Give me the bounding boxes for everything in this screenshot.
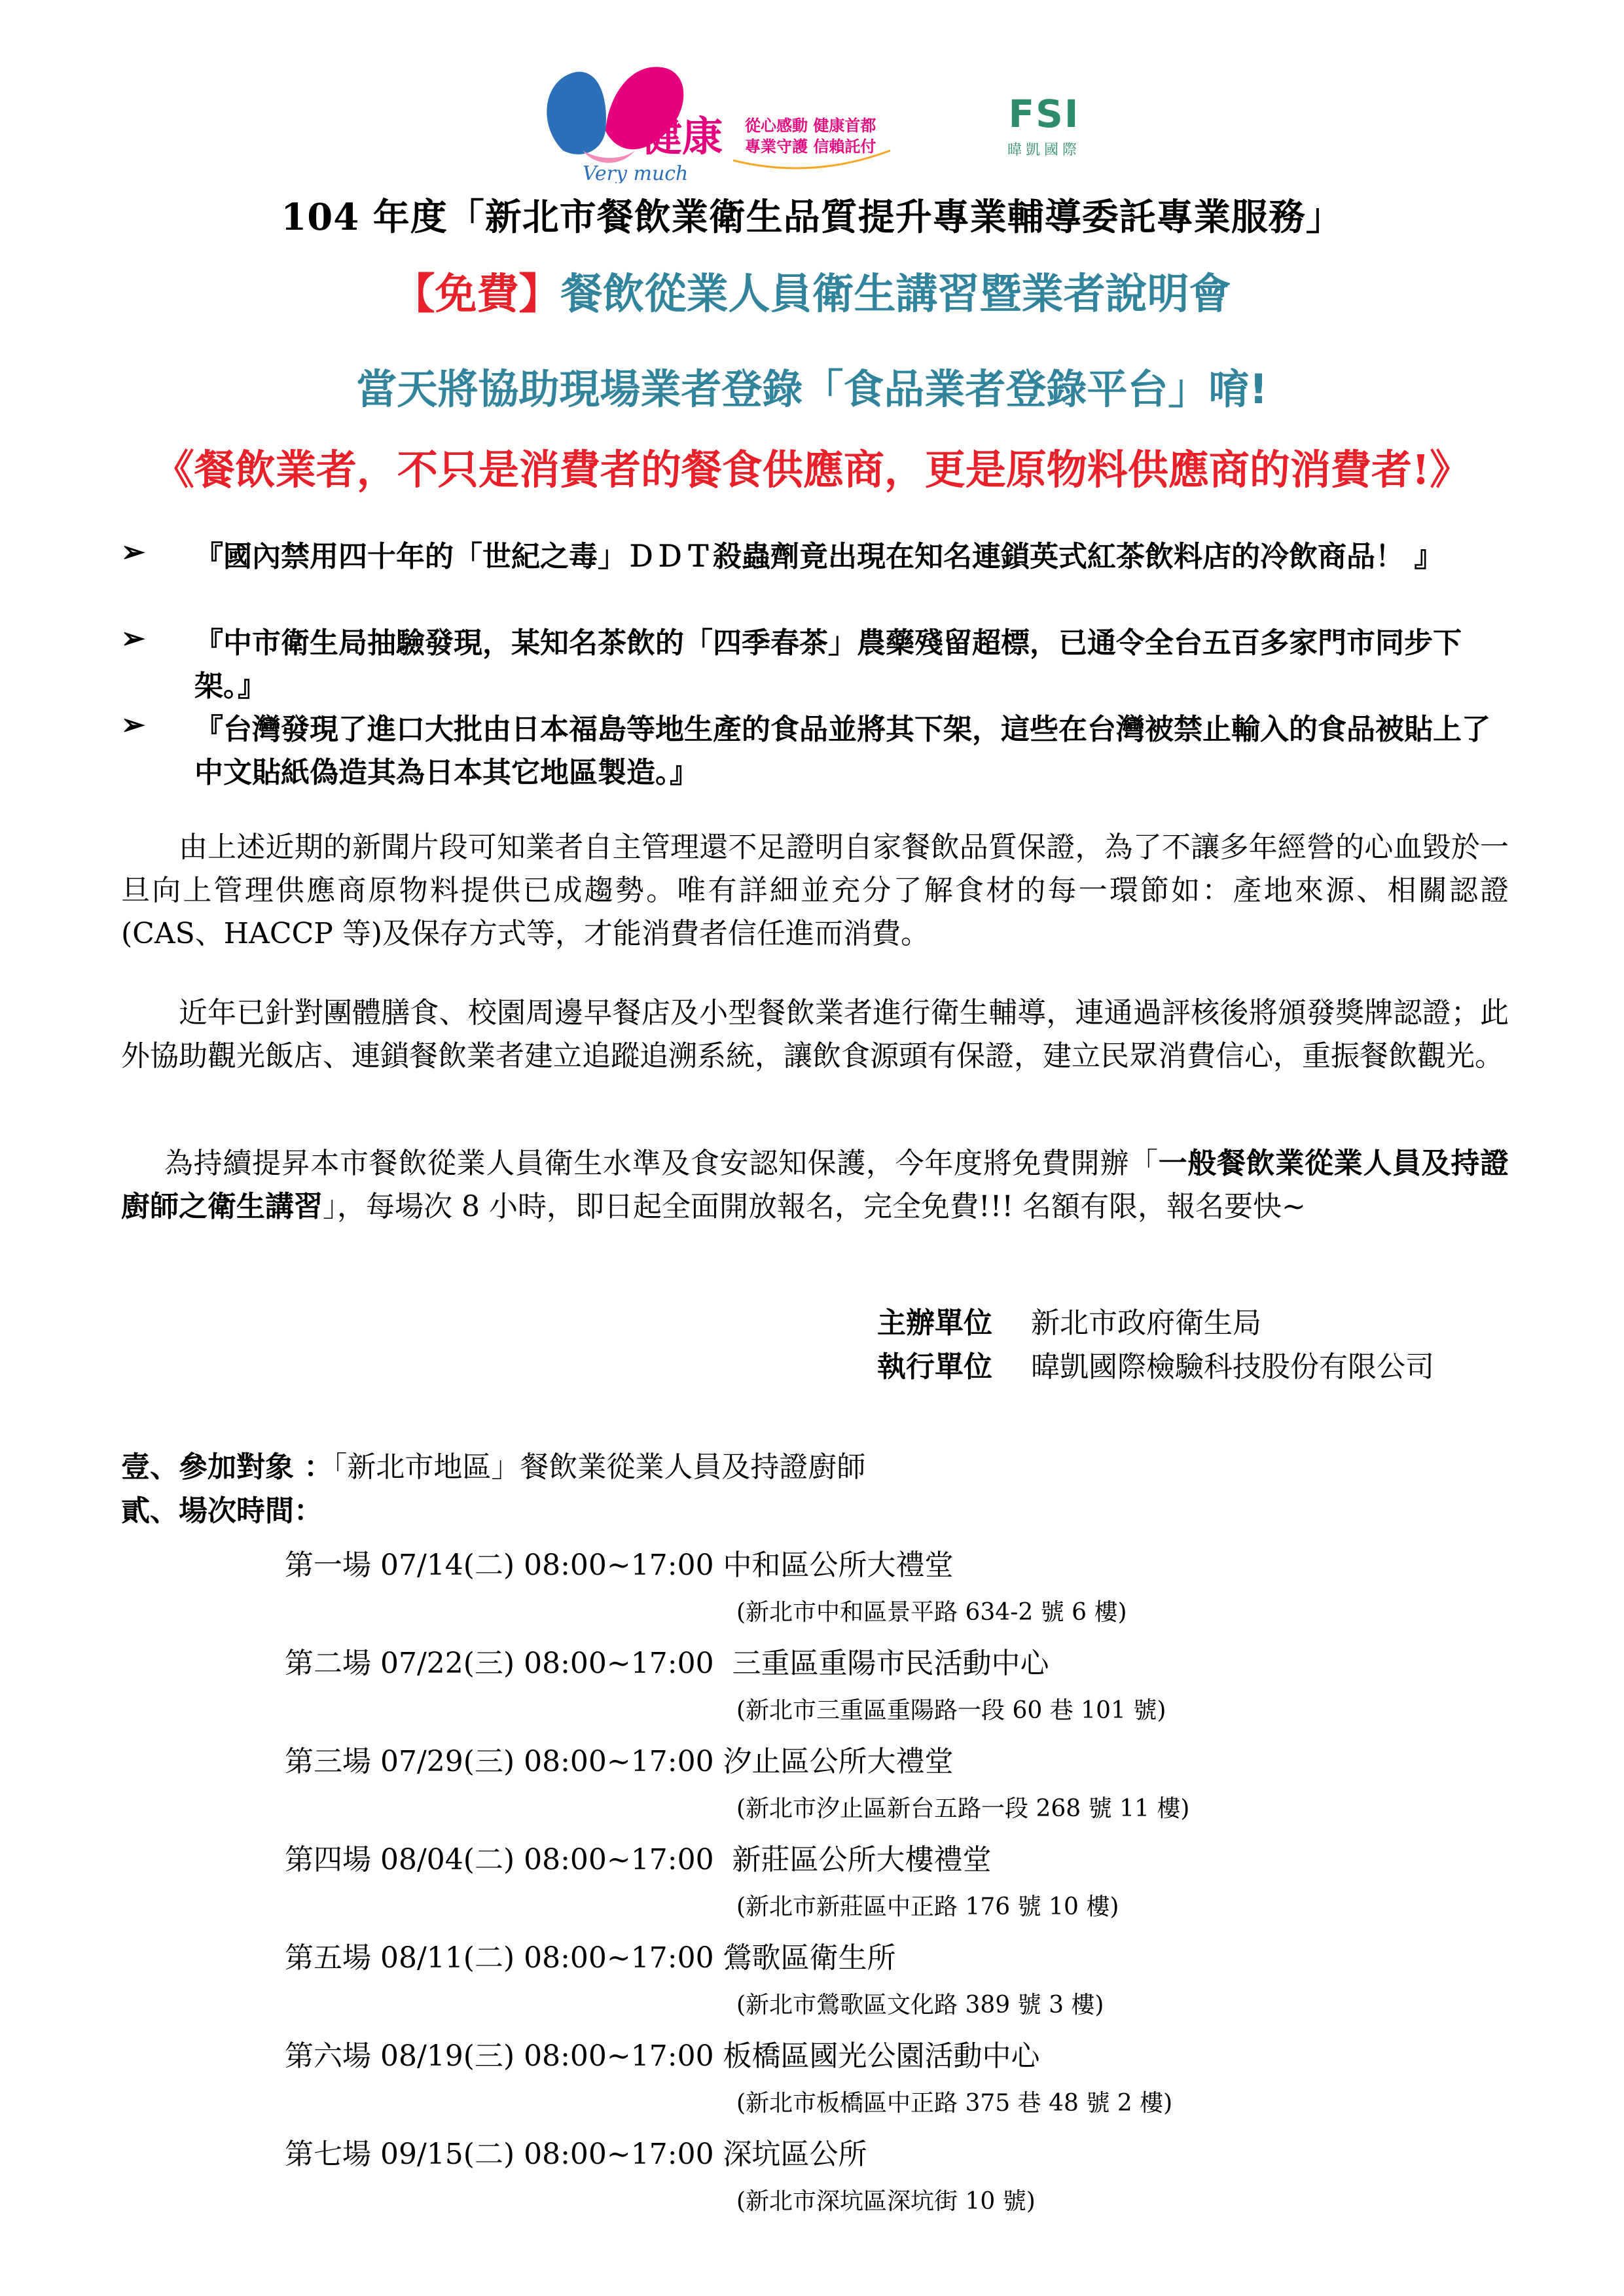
bullet-arrow-icon: ➢	[121, 622, 145, 655]
free-tag: 【免費】	[393, 270, 561, 319]
session-line: 第七場 09/15(二) 08:00~17:00 深坑區公所	[285, 2138, 867, 2171]
butterfly-logo-icon	[537, 52, 903, 183]
document-title: 104 年度「新北市餐飲業衛生品質提升專業輔導委託專業服務」	[281, 196, 1343, 239]
svg-text:從心感動 健康首都: 從心感動 健康首都	[745, 117, 876, 135]
participants-label: 壹、參加對象 ：	[121, 1450, 333, 1484]
event-subtitle	[0, 260, 1624, 321]
news-item	[121, 708, 1509, 795]
platform-notice: 當天將協助現場業者登錄「食品業者登錄平台」唷!	[356, 365, 1268, 413]
news-item	[121, 535, 1509, 579]
news-item-text: 『國內禁用四十年的「世紀之毒」ＤＤＴ殺蟲劑竟出現在知名連鎖英式紅茶飲料店的冷飲商品！ 』	[194, 540, 1443, 573]
svg-text:專業守護 信賴託付: 專業守護 信賴託付	[745, 137, 876, 156]
fsi-logo	[995, 92, 1093, 164]
news-item	[121, 622, 1509, 708]
session-address: (新北市深坑區深坑街 10 號)	[736, 2188, 1036, 2215]
participants	[121, 1443, 865, 1485]
paragraph-training-bold: 一般餐飲業從業人員及持證廚師之衛生講習	[121, 1147, 1509, 1223]
session-address: (新北市中和區景平路 634-2 號 6 樓)	[736, 1599, 1127, 1626]
session-line: 第三場 07/29(三) 08:00~17:00 汐止區公所大禮堂	[285, 1745, 954, 1778]
session-line: 第一場 07/14(二) 08:00~17:00 中和區公所大禮堂	[285, 1549, 954, 1582]
organizer-exec-value: 暐凱國際檢驗科技股份有限公司	[1031, 1350, 1434, 1384]
fsi-logo-letters: FSI	[1008, 92, 1080, 136]
session-address: (新北市板橋區中正路 375 巷 48 號 2 樓)	[736, 2090, 1173, 2117]
organizer-exec-label: 執行單位	[877, 1350, 992, 1384]
organizer-host-label: 主辦單位	[877, 1306, 992, 1340]
session-address: (新北市汐止區新台五路一段 268 號 11 樓)	[736, 1795, 1190, 1822]
session-address: (新北市鶯歌區文化路 389 號 3 樓)	[736, 1992, 1104, 2018]
slogan: 《餐飲業者，不只是消費者的餐食供應商，更是原物料供應商的消費者!》	[153, 446, 1471, 493]
event-subtitle-text: 餐飲從業人員衛生講習暨業者說明會	[560, 270, 1231, 319]
organizer-exec	[877, 1343, 1434, 1385]
participants-value: 「新北市地區」餐飲業從業人員及持證廚師	[333, 1450, 866, 1484]
session-line: 第四場 08/04(二) 08:00~17:00 新莊區公所大樓禮堂	[285, 1843, 992, 1876]
svg-text:健康: 健康	[641, 113, 723, 160]
session-line: 第二場 07/22(三) 08:00~17:00 三重區重陽市民活動中心	[285, 1647, 1049, 1680]
session-line: 第六場 08/19(三) 08:00~17:00 板橋區國光公園活動中心	[285, 2039, 1040, 2073]
paragraph-training	[121, 1142, 1509, 1229]
session-address: (新北市新莊區中正路 176 號 10 樓)	[736, 1893, 1119, 1920]
paragraph-training-a: 為持續提昇本市餐飲從業人員衛生水準及食安認知保護，今年度將免費開辦「	[164, 1147, 1159, 1180]
session-address: (新北市三重區重陽路一段 60 巷 101 號)	[736, 1697, 1166, 1724]
fsi-logo-name: 暐凱國際	[1007, 142, 1081, 158]
news-item-text: 『台灣發現了進口大批由日本福島等地生產的食品並將其下架，這些在台灣被禁止輸入的食品被貼上了中文貼紙偽造其為日本其它地區製造。』	[194, 713, 1490, 789]
svg-text:Very much: Very much	[583, 162, 689, 183]
bullet-arrow-icon: ➢	[121, 535, 145, 569]
health-logo	[537, 52, 903, 183]
bullet-arrow-icon: ➢	[121, 708, 145, 742]
paragraph-guidance: 近年已針對團體膳食、校園周邊早餐店及小型餐飲業者進行衛生輔導，連通過評核後將頒發獎牌認證；此外協助觀光飯店、連鎖餐飲業者建立追蹤追溯系統，讓飲食源頭有保證，建立民眾消費信心，重振餐飲觀光。	[121, 996, 1509, 1073]
news-item-text: 『中市衛生局抽驗發現，某知名茶飲的「四季春茶」農藥殘留超標，已通令全台五百多家門市同步下架。』	[194, 626, 1462, 703]
organizer-host	[877, 1299, 1261, 1341]
schedule-label: 貳、場次時間：	[121, 1494, 323, 1528]
paragraph-training-b: 」，每場次 8 小時，即日起全面開放報名，完全免費!!! 名額有限，報名要快~	[323, 1190, 1306, 1223]
session-line: 第五場 08/11(二) 08:00~17:00 鶯歌區衛生所	[285, 1941, 896, 1975]
paragraph-intro: 由上述近期的新聞片段可知業者自主管理還不足證明自家餐飲品質保證，為了不讓多年經營的心血毀於一旦向上管理供應商原物料提供已成趨勢。唯有詳細並充分了解食材的每一環節如：產地來源、相關認證(CAS、HACCP 等)及保存方式等，才能消費者信任進而消費。	[121, 831, 1509, 950]
schedule-heading	[121, 1487, 323, 1529]
organizer-host-value: 新北市政府衛生局	[1031, 1306, 1261, 1340]
